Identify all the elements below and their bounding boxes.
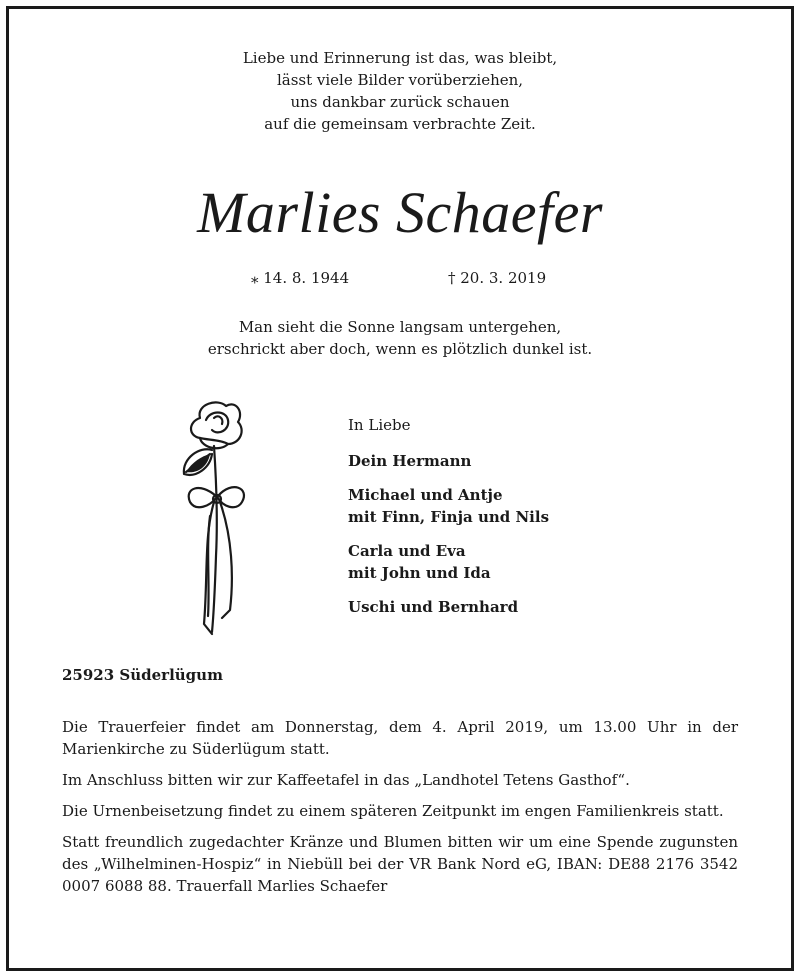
family-entry xyxy=(348,540,549,584)
family-intro: In Liebe xyxy=(348,416,411,434)
closing-poem xyxy=(0,316,800,360)
poem-line: Man sieht die Sonne langsam untergehen, xyxy=(238,318,562,336)
family-line: Carla und Eva xyxy=(348,542,466,560)
poem-line: uns dankbar zurück schauen xyxy=(290,93,510,111)
rose-illustration xyxy=(170,396,260,644)
address: 25923 Süderlügum xyxy=(62,666,223,684)
family-line: Michael und Antje xyxy=(348,486,503,504)
poem-line: auf die gemeinsam verbrachte Zeit. xyxy=(264,115,536,133)
details-paragraph: Statt freundlich zugedachter Kränze und Blumen bitten wir um eine Spende zugunsten des „Wilhelminen-Hospiz“ in Niebüll bei der VR Bank Nord eG, IBAN: DE88 2176 3542 0007 6088 88. Trauerfall Marlies Schaefer xyxy=(62,833,738,895)
poem-line: erschrickt aber doch, wenn es plötzlich dunkel ist. xyxy=(207,340,593,358)
family-line: mit Finn, Finja und Nils xyxy=(348,508,550,526)
details-paragraph: Die Urnenbeisetzung findet zu einem späteren Zeitpunkt im engen Familienkreis statt. xyxy=(62,802,724,820)
family-line: Uschi und Bernhard xyxy=(348,598,519,616)
family-line: mit John und Ida xyxy=(348,564,491,582)
birth-date: ⁎ 14. 8. 1944 xyxy=(251,269,350,287)
family-line: Dein Hermann xyxy=(348,452,472,470)
deceased-name: Marlies Schaefer xyxy=(197,180,603,245)
family-entry xyxy=(348,484,549,528)
details-paragraph: Die Trauerfeier findet am Donnerstag, dem 4. April 2019, um 13.00 Uhr in der Marienkirche zu Süderlügum statt. xyxy=(62,718,738,758)
poem-line: lässt viele Bilder vorüberziehen, xyxy=(276,71,524,89)
family-entry xyxy=(348,596,549,618)
opening-poem xyxy=(0,47,800,135)
family-signatures xyxy=(348,414,549,630)
family-entry xyxy=(348,450,549,472)
poem-line: Liebe und Erinnerung ist das, was bleibt, xyxy=(242,49,558,67)
funeral-details xyxy=(62,716,738,906)
details-paragraph: Im Anschluss bitten wir zur Kaffeetafel in das „Landhotel Tetens Gasthof“. xyxy=(62,771,630,789)
death-date: † 20. 3. 2019 xyxy=(448,269,547,287)
